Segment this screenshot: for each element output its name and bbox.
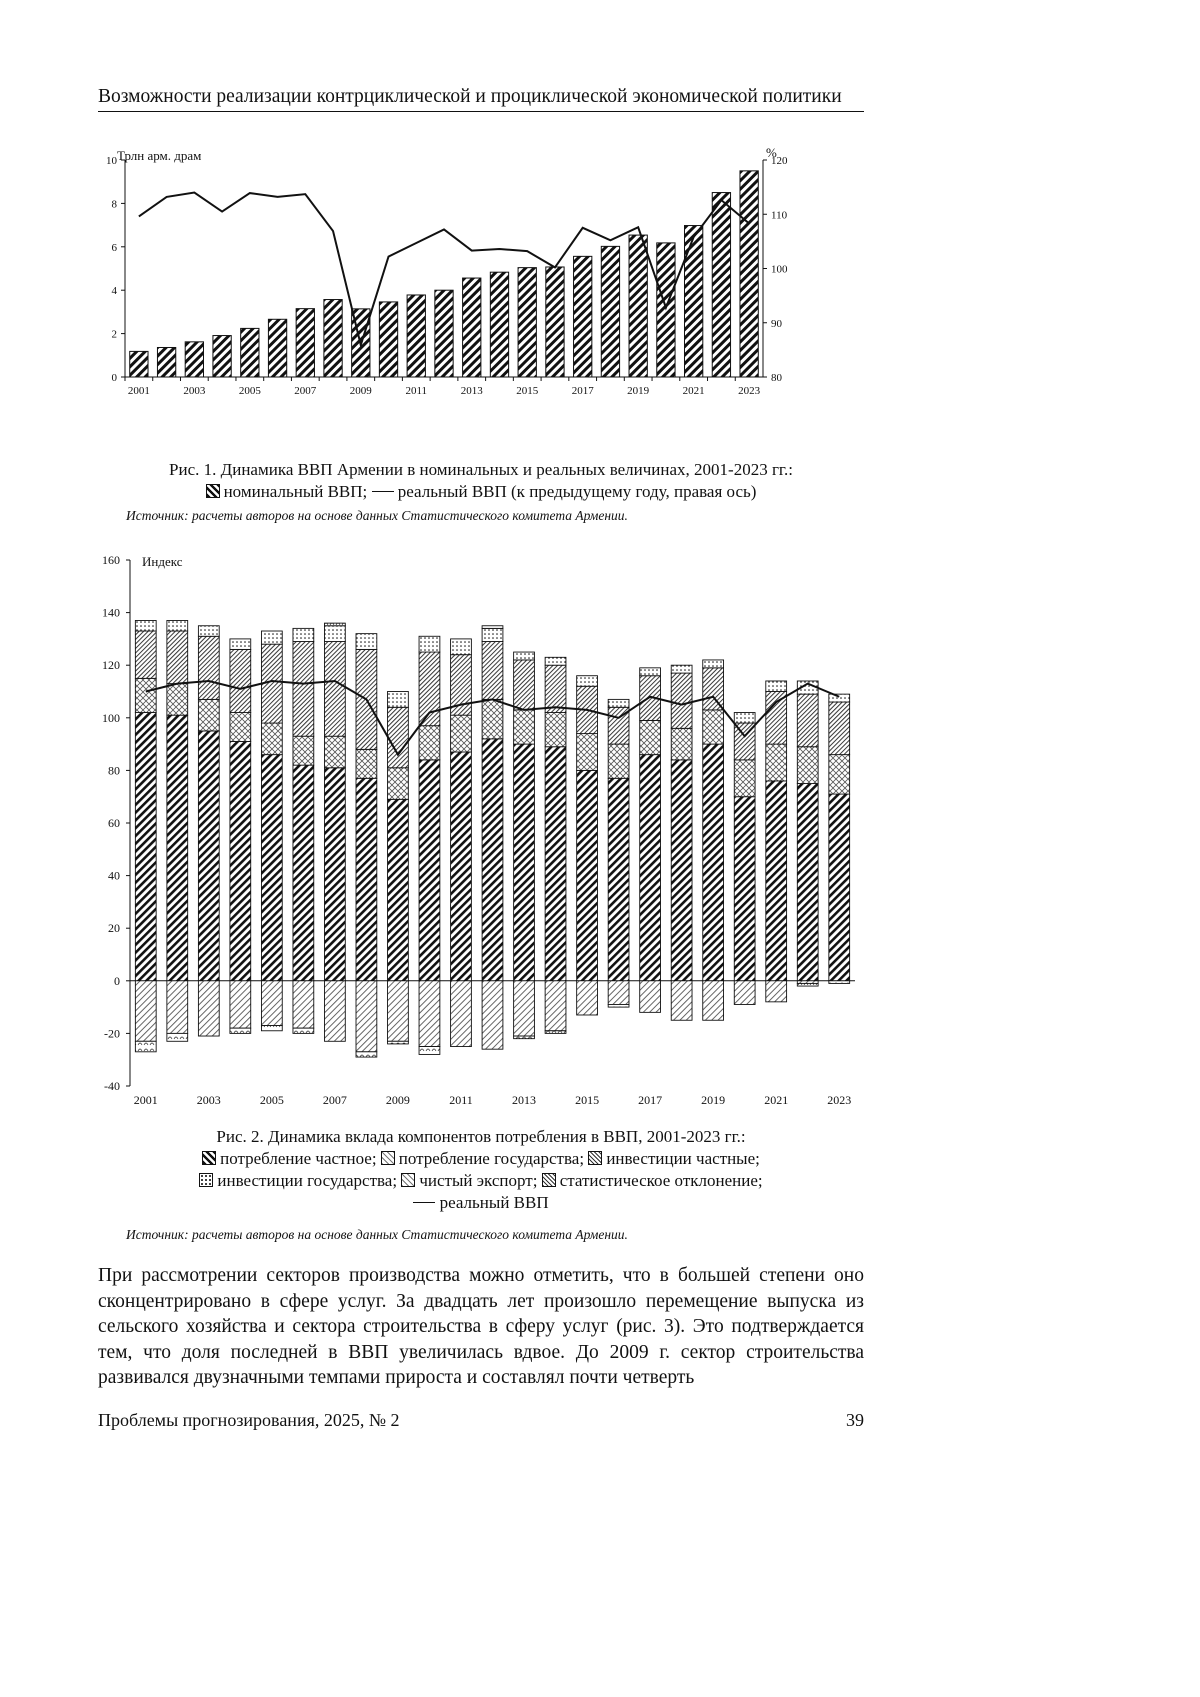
x-tick-label: 2021 [682, 385, 705, 397]
nominal-gdp-bar [463, 278, 481, 377]
net-export-bar [640, 981, 661, 1013]
nominal-gdp-bar [185, 342, 203, 377]
nominal-gdp-bar [490, 272, 508, 377]
private-consumption-bar [419, 760, 440, 981]
figure1-caption-title: Рис. 1. Динамика ВВП Армении в номинальных и реальных величинах, 2001-2023 гг.: [169, 460, 793, 479]
private-consumption-bar [135, 713, 156, 981]
net-export-bar [766, 981, 787, 1002]
figure2-legend-row3 [98, 1192, 864, 1214]
y-tick-label: 80 [108, 763, 120, 778]
y-tick-label-left: 4 [111, 285, 117, 298]
nominal-gdp-bar [324, 300, 342, 377]
private-consumption-bar [829, 794, 850, 981]
stat-discrepancy-bar [293, 1028, 314, 1033]
nominal-gdp-bar [407, 295, 425, 377]
private-investment-bar [766, 692, 787, 745]
private-consumption-bar [577, 770, 598, 980]
gov-investment-bar [482, 628, 503, 641]
gov-investment-bar [451, 639, 472, 655]
stat-discrepancy-bar [167, 1033, 188, 1041]
gov-investment-bar [135, 620, 156, 631]
gov-consumption-bar [261, 723, 282, 755]
gov-investment-bar [324, 626, 345, 642]
private-investment-bar [797, 694, 818, 747]
net-export-bar [324, 981, 345, 1041]
gov-investment-bar [388, 692, 409, 708]
legend-swatch-gov-investment [199, 1173, 213, 1187]
figure1-chart [95, 145, 855, 435]
net-export-bar [703, 981, 724, 1020]
footer-journal: Проблемы прогнозирования, 2025, № 2 [98, 1410, 400, 1430]
figure2-caption-title: Рис. 2. Динамика вклада компонентов потребления в ВВП, 2001-2023 гг.: [216, 1127, 746, 1146]
gov-consumption-bar [419, 726, 440, 760]
gov-consumption-bar [734, 760, 755, 797]
x-tick-label: 2019 [701, 1093, 726, 1107]
nominal-gdp-bar [629, 235, 647, 377]
y-tick-label: 20 [108, 921, 120, 936]
gov-investment-bar [671, 665, 692, 673]
page-number: 39 [846, 1410, 864, 1430]
private-investment-bar [293, 642, 314, 737]
gov-consumption-bar [829, 755, 850, 794]
net-export-bar [671, 981, 692, 1020]
nominal-gdp-bar [268, 319, 286, 377]
stat-discrepancy-bar [388, 1041, 409, 1044]
gov-consumption-bar [640, 720, 661, 754]
private-consumption-bar [261, 755, 282, 981]
private-investment-bar [135, 631, 156, 678]
legend-line-real-gdp-2 [413, 1202, 435, 1203]
private-investment-bar [167, 631, 188, 684]
gov-consumption-bar [451, 715, 472, 752]
x-tick-label: 2013 [512, 1093, 537, 1107]
x-tick-label: 2007 [294, 385, 317, 397]
private-consumption-bar [514, 744, 535, 981]
y-tick-label-right: 100 [771, 263, 788, 276]
y-tick-label: 100 [102, 710, 120, 725]
legend-label-real-gdp: реальный ВВП (к предыдущему году, правая ось) [397, 482, 757, 501]
legend-label-real-gdp-2: реальный ВВП [439, 1193, 549, 1212]
gov-investment-bar [261, 631, 282, 644]
x-tick-label: 2013 [460, 385, 483, 397]
private-consumption-bar [766, 781, 787, 981]
private-consumption-bar [545, 747, 566, 981]
gov-investment-bar [703, 660, 724, 668]
stat-discrepancy-bar [324, 623, 345, 626]
stat-discrepancy-bar [608, 1004, 629, 1007]
y-tick-label-left: 0 [111, 372, 117, 384]
nominal-gdp-bar [740, 171, 758, 377]
legend-swatch-nominal-gdp [206, 484, 220, 498]
legend-line-real-gdp [372, 491, 394, 492]
figure1-caption [98, 459, 864, 503]
net-export-bar [198, 981, 219, 1036]
private-consumption-bar [198, 731, 219, 981]
legend-swatch-private-consumption [202, 1151, 216, 1165]
nominal-gdp-bar [157, 347, 175, 377]
y-axis-label-right: % [766, 145, 777, 160]
x-tick-label: 2017 [571, 385, 594, 397]
private-investment-bar [388, 707, 409, 767]
x-tick-label: 2003 [183, 385, 206, 397]
legend-swatch-private-investment [588, 1151, 602, 1165]
private-consumption-bar [703, 744, 724, 981]
private-consumption-bar [482, 739, 503, 981]
x-tick-label: 2007 [322, 1093, 347, 1107]
stat-discrepancy-bar [829, 981, 850, 984]
stat-discrepancy-bar [261, 1026, 282, 1031]
nominal-gdp-bar [684, 226, 702, 377]
gov-investment-bar [293, 628, 314, 641]
private-consumption-bar [356, 778, 377, 981]
nominal-gdp-bar [574, 256, 592, 377]
private-consumption-bar [167, 715, 188, 981]
private-consumption-bar [451, 752, 472, 981]
x-tick-label: 2023 [827, 1093, 852, 1107]
nominal-gdp-bar [213, 336, 231, 377]
private-consumption-bar [671, 760, 692, 981]
x-tick-label: 2015 [575, 1093, 600, 1107]
x-tick-label: 2009 [385, 1093, 410, 1107]
nominal-gdp-bar [546, 267, 564, 377]
net-export-bar [135, 981, 156, 1041]
gov-investment-bar [198, 626, 219, 637]
gov-investment-bar [419, 636, 440, 652]
net-export-bar [545, 981, 566, 1031]
net-export-bar [261, 981, 282, 1026]
nominal-gdp-bar [435, 290, 453, 377]
gov-investment-bar [577, 676, 598, 687]
private-investment-bar [230, 649, 251, 712]
stat-discrepancy-bar [356, 1052, 377, 1057]
legend-label-private-consumption: потребление частное; [220, 1149, 377, 1168]
x-tick-label: 2015 [516, 385, 539, 397]
gov-investment-bar [514, 652, 535, 660]
private-consumption-bar [230, 741, 251, 980]
net-export-bar [734, 981, 755, 1005]
gov-consumption-bar [608, 744, 629, 778]
y-tick-label: 140 [102, 605, 120, 620]
gov-consumption-bar [293, 736, 314, 765]
figure2-chart [95, 548, 865, 1128]
stat-discrepancy-bar [514, 1036, 535, 1039]
y-tick-label: 0 [114, 973, 120, 988]
y-tick-label-right: 120 [771, 155, 788, 167]
y-axis-label: Индекс [142, 554, 183, 569]
nominal-gdp-bar [601, 246, 619, 377]
x-tick-label: 2019 [627, 385, 650, 397]
x-tick-label: 2005 [238, 385, 261, 397]
running-title: Возможности реализации контрциклической и проциклической экономической политики [98, 86, 864, 112]
x-tick-label: 2021 [764, 1093, 789, 1107]
y-tick-label: 60 [108, 816, 120, 830]
x-tick-label: 2011 [449, 1093, 473, 1107]
nominal-gdp-bar [130, 351, 148, 377]
net-export-bar [514, 981, 535, 1036]
stat-discrepancy-bar [482, 626, 503, 629]
legend-swatch-stat-discrepancy [542, 1173, 556, 1187]
stat-discrepancy-bar [230, 1028, 251, 1033]
x-tick-label: 2011 [405, 385, 428, 397]
x-tick-label: 2001 [127, 385, 150, 397]
net-export-bar [293, 981, 314, 1028]
y-tick-label: -40 [104, 1079, 120, 1093]
y-tick-label-left: 8 [111, 198, 117, 211]
legend-label-net-export: чистый экспорт; [419, 1171, 538, 1190]
stat-discrepancy-bar [797, 983, 818, 986]
legend-label-gov-consumption: потребление государства; [398, 1149, 585, 1168]
y-tick-label: 160 [102, 553, 120, 567]
private-consumption-bar [388, 799, 409, 980]
y-tick-label-right: 110 [771, 209, 788, 222]
net-export-bar [451, 981, 472, 1047]
legend-label-stat-discrepancy: статистическое отклонение; [559, 1171, 763, 1190]
gov-consumption-bar [766, 744, 787, 781]
gov-investment-bar [167, 620, 188, 631]
y-tick-label: 120 [102, 658, 120, 673]
private-investment-bar [198, 636, 219, 699]
legend-swatch-gov-consumption [381, 1151, 395, 1165]
nominal-gdp-bar [241, 328, 259, 377]
gov-investment-bar [545, 657, 566, 665]
net-export-bar [577, 981, 598, 1015]
legend-label-private-investment: инвестиции частные; [606, 1149, 760, 1168]
y-tick-label-right: 80 [771, 372, 782, 384]
net-export-bar [482, 981, 503, 1049]
nominal-gdp-bar [296, 309, 314, 377]
private-consumption-bar [734, 797, 755, 981]
y-tick-label-left: 2 [111, 328, 117, 341]
private-investment-bar [703, 668, 724, 710]
gov-investment-bar [230, 639, 251, 650]
gov-investment-bar [734, 713, 755, 724]
legend-label-gov-investment: инвестиции государства; [217, 1171, 398, 1190]
gov-consumption-bar [482, 699, 503, 738]
y-axis-label-left: Трлн арм. драм [117, 148, 202, 163]
y-tick-label-left: 6 [111, 241, 117, 254]
private-investment-bar [419, 652, 440, 726]
private-consumption-bar [293, 765, 314, 981]
x-tick-label: 2001 [133, 1093, 158, 1107]
legend-label-nominal-gdp: номинальный ВВП; [223, 482, 368, 501]
gov-consumption-bar [198, 699, 219, 731]
private-investment-bar [514, 660, 535, 710]
figure1-source: Источник: расчеты авторов на основе данных Статистического комитета Армении. [126, 508, 628, 523]
private-consumption-bar [324, 768, 345, 981]
gov-investment-bar [766, 681, 787, 692]
gov-investment-bar [608, 699, 629, 707]
x-tick-label: 2009 [349, 385, 372, 397]
gov-consumption-bar [135, 678, 156, 712]
x-tick-label: 2017 [638, 1093, 663, 1107]
gov-consumption-bar [167, 684, 188, 716]
x-tick-label: 2003 [196, 1093, 221, 1107]
gov-consumption-bar [797, 747, 818, 784]
private-investment-bar [482, 642, 503, 700]
gov-consumption-bar [545, 713, 566, 747]
nominal-gdp-bar [379, 302, 397, 377]
stat-discrepancy-bar [419, 1047, 440, 1055]
figure1-legend [98, 481, 864, 503]
gov-consumption-bar [356, 749, 377, 778]
nominal-gdp-bar [712, 193, 730, 377]
gov-consumption-bar [514, 710, 535, 744]
figure2-source: Источник: расчеты авторов на основе данных Статистического комитета Армении. [126, 1227, 628, 1242]
y-tick-label: -20 [104, 1026, 120, 1041]
gov-consumption-bar [230, 713, 251, 742]
net-export-bar [356, 981, 377, 1052]
gov-investment-bar [829, 694, 850, 702]
nominal-gdp-bar [518, 268, 536, 377]
gov-investment-bar [356, 634, 377, 650]
gov-consumption-bar [324, 736, 345, 768]
y-tick-label-left: 10 [106, 155, 117, 167]
net-export-bar [608, 981, 629, 1005]
private-consumption-bar [797, 784, 818, 981]
figure2-legend-row1 [98, 1148, 864, 1170]
gov-consumption-bar [577, 734, 598, 771]
private-consumption-bar [640, 755, 661, 981]
net-export-bar [388, 981, 409, 1041]
figure2-caption [98, 1126, 864, 1214]
net-export-bar [167, 981, 188, 1034]
private-consumption-bar [608, 778, 629, 981]
figure2-legend-row2 [98, 1170, 864, 1192]
y-tick-label: 40 [108, 868, 120, 883]
private-investment-bar [324, 642, 345, 737]
stat-discrepancy-bar [135, 1041, 156, 1052]
private-investment-bar [671, 673, 692, 728]
legend-swatch-net-export [401, 1173, 415, 1187]
gov-consumption-bar [671, 728, 692, 760]
gov-consumption-bar [703, 710, 724, 744]
x-tick-label: 2023 [738, 385, 761, 397]
body-paragraph: При рассмотрении секторов производства можно отметить, что в большей степени оно сконцентрировано в сфере услуг. За двадцать лет произошло перемещение выпуска из сельского хозяйства и сектора строительства в сферу услуг (рис. 3). Это подтверждается тем, что доля последней в ВВП увеличилась вдвое. До 2009 г. сектор строительства развивался двузначными темпами прироста и составлял почти четверть [98, 1265, 864, 1388]
stat-discrepancy-bar [545, 1031, 566, 1034]
y-tick-label-right: 90 [771, 317, 782, 330]
private-investment-bar [545, 665, 566, 712]
private-investment-bar [829, 702, 850, 755]
net-export-bar [419, 981, 440, 1047]
net-export-bar [230, 981, 251, 1028]
gov-investment-bar [640, 668, 661, 676]
gov-consumption-bar [388, 768, 409, 800]
x-tick-label: 2005 [259, 1093, 284, 1107]
